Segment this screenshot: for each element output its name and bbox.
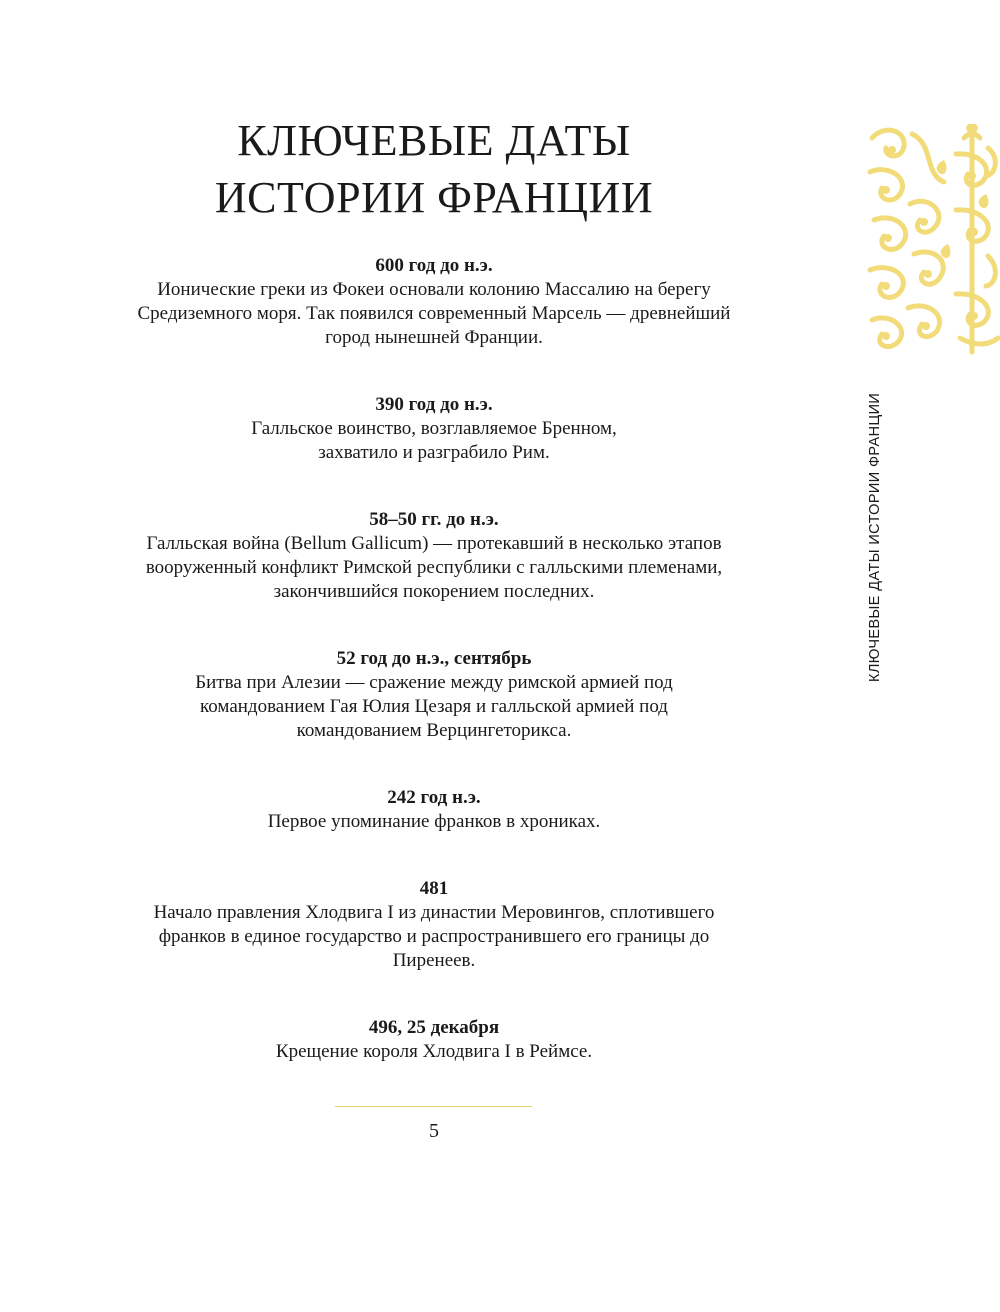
entry-text: Галльское воинство, возглавляемое Бренном, захватило и разграбило Рим. (251, 418, 617, 463)
entry-text: Крещение короля Хлодвига I в Реймсе. (275, 1041, 593, 1062)
entry-text: Ионические греки из Фокеи основали колонию Массалию на берегу Средиземного моря. Так появился современный Марсель — древнейший город нынешней Франции. (137, 279, 731, 348)
entry-text: Начало правления Хлодвига I из династии Меровингов, сплотившего франков в единое государство и распространившего его границы до Пиренеев. (153, 902, 715, 971)
page-title (134, 112, 734, 226)
entry-text: Первое упоминание франков в хрониках. (267, 811, 601, 832)
entry-date: 600 год до н.э. (375, 255, 493, 276)
entry-date: 242 год н.э. (387, 787, 481, 808)
timeline-entry (84, 877, 784, 973)
ornament-icon (864, 124, 1000, 356)
timeline-entries (84, 254, 784, 1064)
entry-text: Битва при Алезии — сражение между римской армией под командованием Гая Юлия Цезаря и галльской армией под командованием Верцингеторикса. (195, 672, 673, 741)
page-number: 5 (429, 1120, 439, 1142)
entry-date: 52 год до н.э., сентябрь (336, 648, 532, 669)
timeline-entry (84, 508, 784, 604)
timeline-entry (84, 647, 784, 743)
timeline-entry (84, 393, 784, 465)
entry-date: 58–50 гг. до н.э. (369, 509, 499, 530)
timeline-entry (84, 1016, 784, 1064)
entry-date: 496, 25 декабря (368, 1017, 500, 1038)
page-title-line-1: КЛЮЧЕВЫЕ ДАТЫ (237, 116, 631, 165)
running-header-text: КЛЮЧЕВЫЕ ДАТЫ ИСТОРИИ ФРАНЦИИ (867, 392, 883, 682)
footer-divider (335, 1106, 532, 1107)
entry-text: Галльская война (Bellum Gallicum) — протекавший в несколько этапов вооруженный конфликт Римской республики с галльскими племенами, закончившийся покорением последних. (145, 533, 723, 602)
entry-date: 481 (419, 878, 449, 899)
timeline-entry (84, 786, 784, 834)
timeline-entry (84, 254, 784, 350)
entry-date: 390 год до н.э. (375, 394, 493, 415)
running-header (866, 362, 884, 682)
page-title-line-2: ИСТОРИИ ФРАНЦИИ (214, 173, 654, 222)
